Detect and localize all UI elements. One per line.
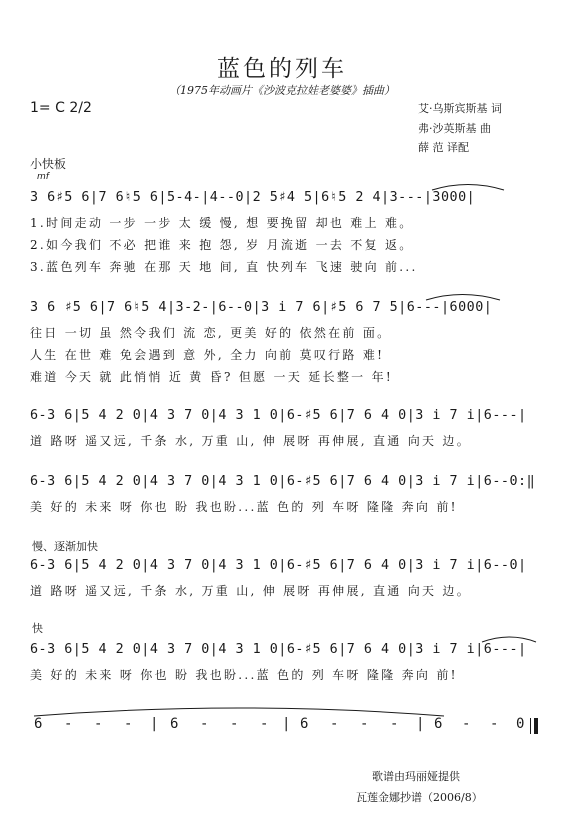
tempo-marking: 小快板: [30, 157, 67, 171]
final-barline: |: [416, 716, 425, 732]
credit-composer: 弗·沙英斯基 曲: [418, 122, 491, 135]
final-note: 6: [434, 716, 443, 732]
final-note: 6: [300, 716, 309, 732]
final-note: -: [360, 716, 369, 732]
notation-line-6: 6-3 6|5 4 2 0|4 3 7 0|4 3 1 0|6-♯5 6|7 6 4 0|3 i 7 i|6---|: [30, 642, 527, 657]
notation-line-1: 3 6♯5 6|7 6♮5 6|5-4-|4--0|2 5♯4 5|6♮5 2 4|3---|3000|: [30, 190, 476, 205]
final-note: -: [230, 716, 239, 732]
notation-line-3: 6-3 6|5 4 2 0|4 3 7 0|4 3 1 0|6-♯5 6|7 6 4 0|3 i 7 i|6---|: [30, 408, 527, 423]
final-note: -: [124, 716, 133, 732]
key-signature: 1= C 2/2: [30, 100, 92, 116]
lyric-line-2-verse-1: 往日 一切 虽 然令我们 流 恋, 更美 好的 依然在前 面。: [30, 326, 392, 340]
lyric-line-2-verse-3: 难道 今天 就 此悄悄 近 黄 昏? 但愿 一天 延长整一 年!: [30, 370, 394, 384]
lyric-line-3: 道 路呀 遥又远, 千条 水, 万重 山, 伸 展呀 再伸展, 直通 向天 边。: [30, 434, 472, 448]
section-marking-slow: 慢、逐渐加快: [32, 540, 98, 553]
notation-line-2: 3 6 ♯5 6|7 6♮5 4|3-2-|6--0|3 i 7 6|♯5 6 7 5|6---|6000|: [30, 300, 493, 315]
final-barline: |: [150, 716, 159, 732]
notation-line-5: 6-3 6|5 4 2 0|4 3 7 0|4 3 1 0|6-♯5 6|7 6 4 0|3 i 7 i|6--0|: [30, 558, 527, 573]
tie-arc: [482, 637, 536, 642]
final-barline: |: [282, 716, 291, 732]
notation-line-4: 6-3 6|5 4 2 0|4 3 7 0|4 3 1 0|6-♯5 6|7 6 4 0|3 i 7 i|6--0:‖: [30, 474, 536, 489]
tie-arc: [432, 185, 504, 191]
lyric-line-1-verse-1: 1.时间走动 一步 一步 太 缓 慢, 想 要挽留 却也 难上 难。: [30, 216, 414, 230]
final-note: -: [94, 716, 103, 732]
lyric-line-1-verse-2: 2.如今我们 不必 把谁 来 抱 怨, 岁 月流逝 一去 不复 返。: [30, 238, 414, 252]
final-note: -: [462, 716, 471, 732]
lyric-line-4: 美 好的 未来 呀 你也 盼 我也盼...蓝 色的 列 车呀 隆隆 奔向 前!: [30, 500, 458, 514]
footer-provider: 歌谱由玛丽娅提供: [372, 770, 460, 783]
lyric-line-5: 道 路呀 遥又远, 千条 水, 万重 山, 伸 展呀 再伸展, 直通 向天 边。: [30, 584, 472, 598]
credit-translator: 薛 范 译配: [418, 141, 469, 154]
final-note: -: [490, 716, 499, 732]
final-note: -: [260, 716, 269, 732]
footer-transcriber: 瓦莲金娜抄谱（2006/8）: [356, 791, 483, 804]
section-marking-fast: 快: [32, 622, 43, 635]
final-note: -: [200, 716, 209, 732]
final-note: 0: [516, 716, 525, 732]
lyric-line-6: 美 好的 未来 呀 你也 盼 我也盼...蓝 色的 列 车呀 隆隆 奔向 前!: [30, 668, 458, 682]
final-note: -: [64, 716, 73, 732]
tie-arc: [34, 708, 444, 716]
final-note: -: [390, 716, 399, 732]
credit-lyricist: 艾·乌斯宾斯基 词: [418, 102, 502, 115]
final-note: 6: [170, 716, 179, 732]
final-note: -: [330, 716, 339, 732]
lyric-line-1-verse-3: 3.蓝色列车 奔驰 在那 天 地 间, 直 快列车 飞速 驶向 前...: [30, 260, 418, 274]
song-subtitle: （1975年动画片《沙波克拉娃老婆婆》插曲）: [169, 84, 395, 97]
lyric-line-2-verse-2: 人生 在世 难 免会遇到 意 外, 全力 向前 莫叹行路 难!: [30, 348, 385, 362]
dynamic-marking: mf: [37, 172, 49, 182]
song-title: 蓝色的列车: [217, 56, 347, 82]
final-note: 6: [34, 716, 43, 732]
tie-arc: [426, 295, 500, 301]
